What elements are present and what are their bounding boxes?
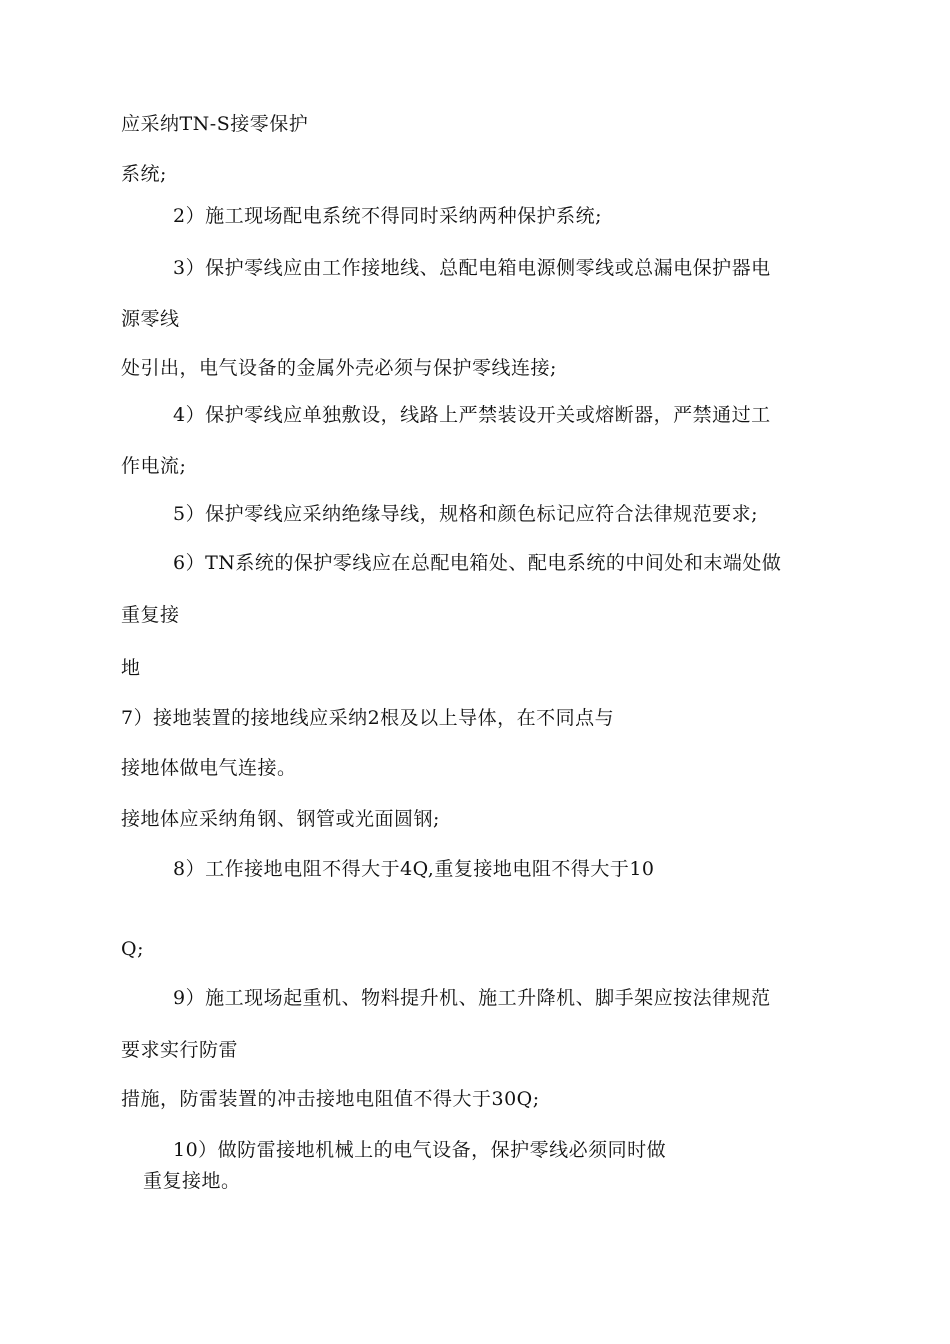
text-line-15: 接地体应采纳角钢、钢管或光面圆钢; bbox=[121, 808, 440, 830]
text-line-3: 2）施工现场配电系统不得同时采纳两种保护系统; bbox=[173, 205, 602, 227]
text-line-22: 重复接地。 bbox=[143, 1170, 241, 1192]
text-line-12: 地 bbox=[121, 657, 141, 679]
text-line-7: 4）保护零线应单独敷设，线路上严禁装设开关或熔断器，严禁通过工 bbox=[173, 404, 771, 426]
text-line-6: 处引出，电气设备的金属外壳必须与保护零线连接; bbox=[121, 357, 557, 379]
text-line-1: 应采纳TN-S接零保护 bbox=[121, 113, 309, 135]
text-line-2: 系统; bbox=[121, 163, 167, 185]
text-line-21: 10）做防雷接地机械上的电气设备，保护零线必须同时做 bbox=[173, 1139, 667, 1161]
text-line-19: 要求实行防雷 bbox=[121, 1039, 239, 1061]
text-line-13: 7）接地装置的接地线应采纳2根及以上导体，在不同点与 bbox=[121, 707, 615, 729]
text-line-9: 5）保护零线应采纳绝缘导线，规格和颜色标记应符合法律规范要求; bbox=[173, 503, 758, 525]
text-line-11: 重复接 bbox=[121, 604, 180, 626]
text-line-4: 3）保护零线应由工作接地线、总配电箱电源侧零线或总漏电保护器电 bbox=[173, 257, 771, 279]
text-line-10: 6）TN系统的保护零线应在总配电箱处、配电系统的中间处和末端处做 bbox=[173, 552, 782, 574]
text-line-14: 接地体做电气连接。 bbox=[121, 757, 297, 779]
text-line-5: 源零线 bbox=[121, 308, 180, 330]
text-line-20: 措施，防雷装置的冲击接地电阻值不得大于30Q; bbox=[121, 1088, 540, 1110]
text-line-18: 9）施工现场起重机、物料提升机、施工升降机、脚手架应按法律规范 bbox=[173, 987, 771, 1009]
text-line-8: 作电流; bbox=[121, 455, 187, 477]
text-line-17: Q; bbox=[121, 938, 144, 960]
text-line-16: 8）工作接地电阻不得大于4Q,重复接地电阻不得大于10 bbox=[173, 858, 655, 880]
